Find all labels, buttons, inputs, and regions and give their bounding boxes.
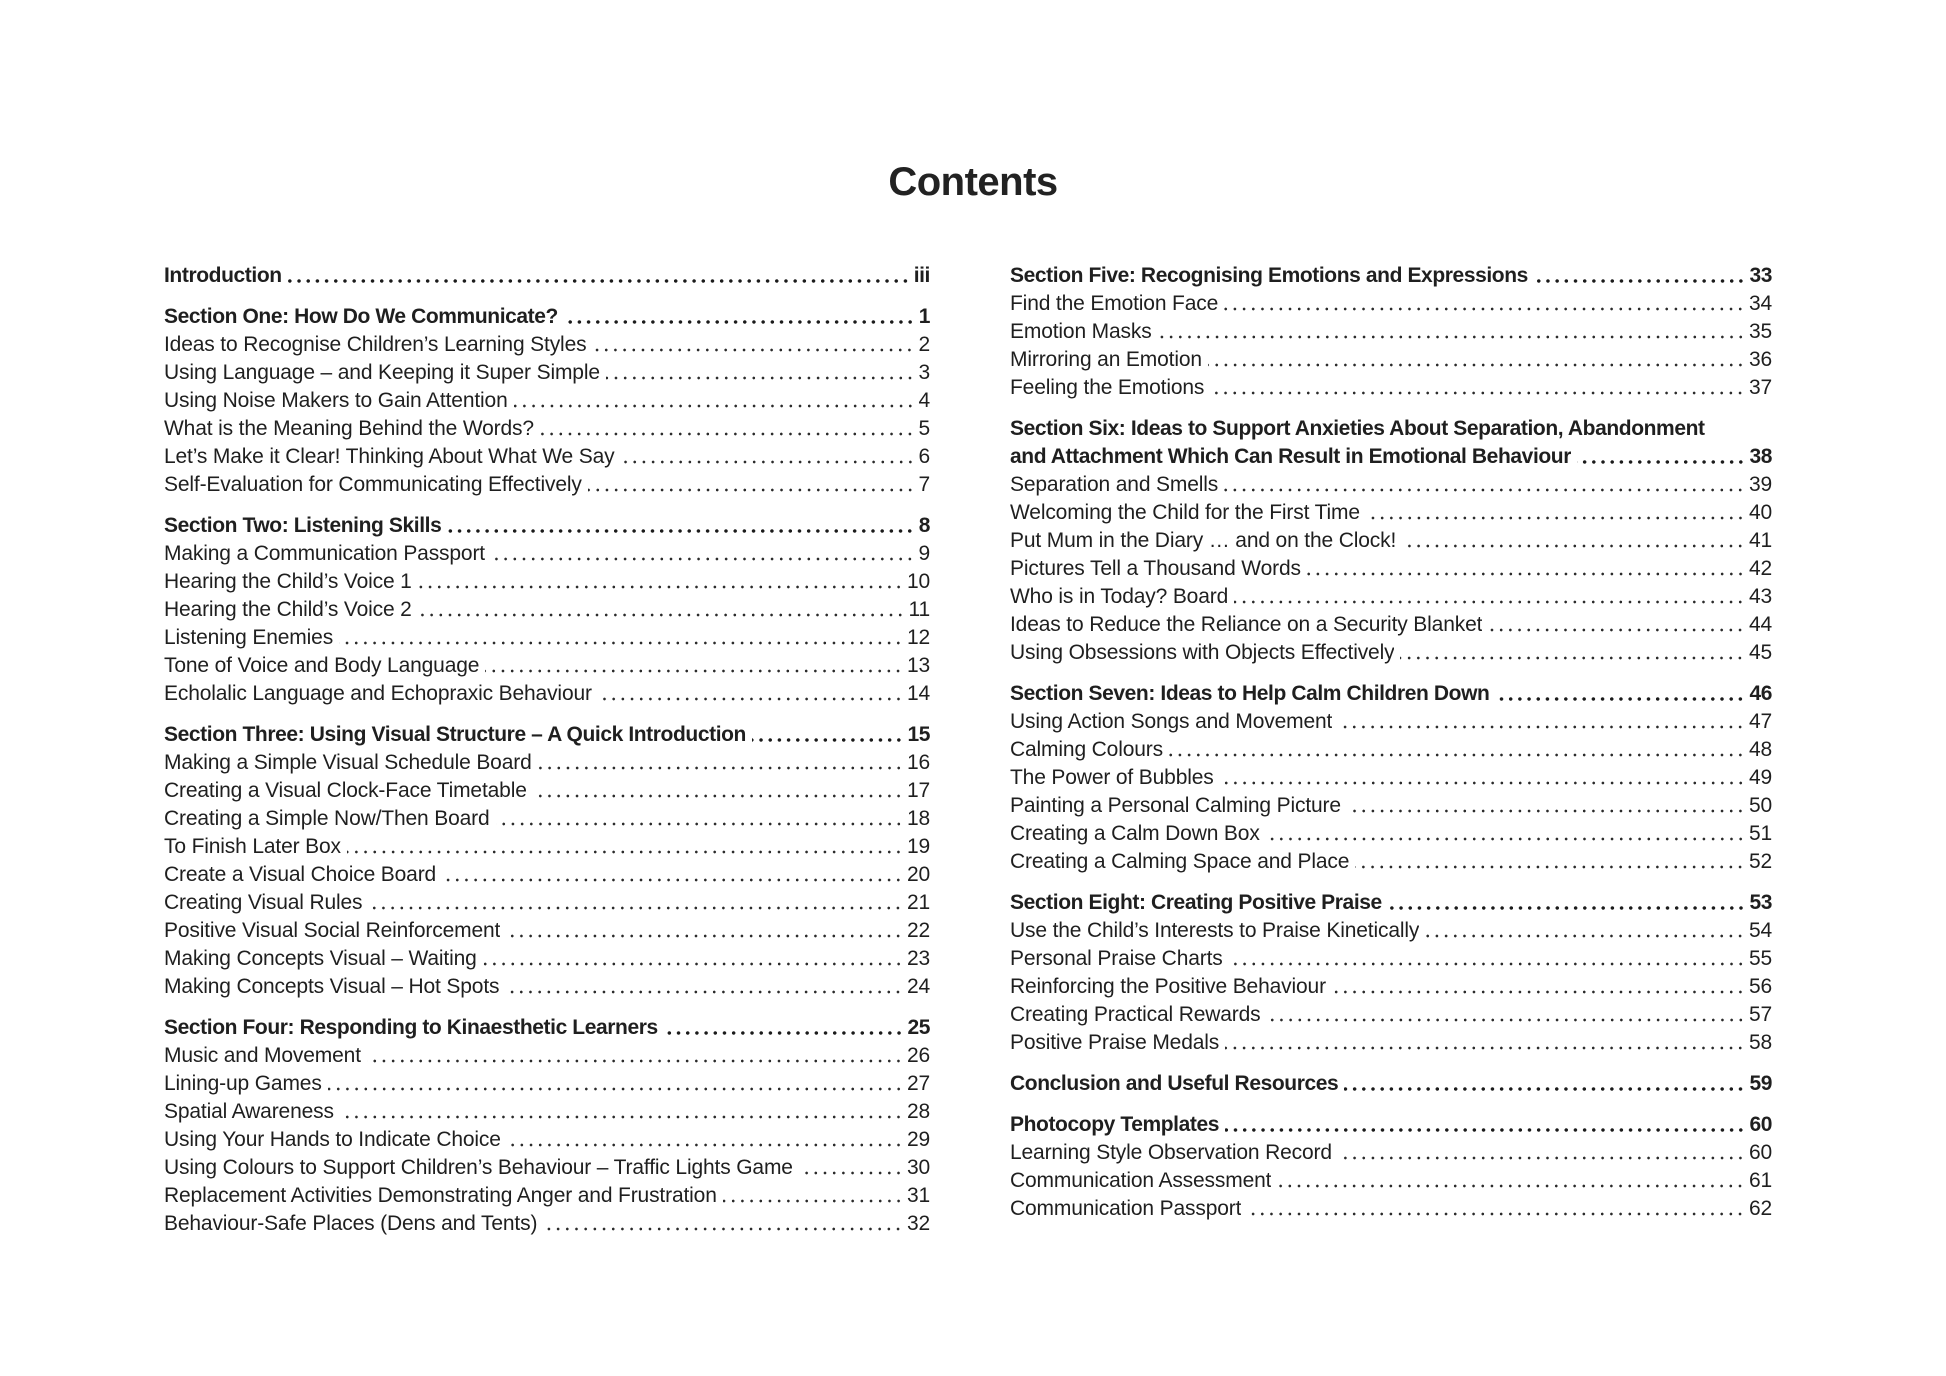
section-title: Section One: How Do We Communicate?: [164, 305, 558, 328]
page-title: Contents: [888, 160, 1058, 204]
toc-entry[interactable]: [164, 624, 930, 652]
toc-section: [1010, 680, 1772, 876]
dot-leader: [1347, 809, 1745, 813]
page-number: 26: [906, 1044, 930, 1067]
toc-section-heading[interactable]: [1010, 680, 1772, 708]
toc-section-heading[interactable]: [1010, 1070, 1772, 1098]
toc-entry[interactable]: [1010, 471, 1772, 499]
section-title: Photocopy Templates: [1010, 1113, 1220, 1136]
dot-leader: [485, 669, 903, 673]
entry-title: Making Concepts Visual – Hot Spots: [164, 975, 500, 998]
page-number: 41: [1748, 529, 1772, 552]
dot-leader: [442, 878, 903, 882]
page-number: 35: [1748, 320, 1772, 343]
page-number: 44: [1748, 613, 1772, 636]
toc-entry[interactable]: [1010, 736, 1772, 764]
entry-title: Pictures Tell a Thousand Words: [1010, 557, 1301, 580]
entry-title: Ideas to Recognise Children’s Learning Styles: [164, 333, 587, 356]
page-number: 43: [1748, 585, 1772, 608]
dot-leader: [1344, 1087, 1745, 1091]
page-number: 28: [906, 1100, 930, 1123]
dot-leader: [664, 1031, 904, 1035]
toc-entry[interactable]: [164, 805, 930, 833]
dot-leader: [1234, 600, 1745, 604]
dot-leader: [1534, 279, 1745, 283]
toc-entry[interactable]: [164, 471, 930, 499]
dot-leader: [752, 738, 903, 742]
page-number: 6: [918, 445, 930, 468]
page-number: 56: [1748, 975, 1772, 998]
dot-leader: [514, 404, 915, 408]
section-title: and Attachment Which Can Result in Emotional Behaviour: [1010, 445, 1572, 468]
page-number: 13: [906, 654, 930, 677]
toc-section-heading[interactable]: [1010, 889, 1772, 917]
page-number: 53: [1749, 891, 1772, 914]
toc-entry[interactable]: [1010, 611, 1772, 639]
page-number: 12: [906, 626, 930, 649]
toc-entry[interactable]: [1010, 764, 1772, 792]
toc-entry[interactable]: [164, 1182, 930, 1210]
page-number: 58: [1748, 1031, 1772, 1054]
dot-leader: [507, 1143, 903, 1147]
toc-entry[interactable]: [164, 540, 930, 568]
toc-section-heading[interactable]: [1010, 443, 1772, 471]
dot-leader: [1402, 544, 1745, 548]
dot-leader: [506, 934, 903, 938]
page-number: 49: [1748, 766, 1772, 789]
dot-leader: [1425, 934, 1745, 938]
entry-title: Personal Praise Charts: [1010, 947, 1223, 970]
page-number: 62: [1748, 1197, 1772, 1220]
toc-entry[interactable]: [1010, 917, 1772, 945]
entry-title: Reinforcing the Positive Behaviour: [1010, 975, 1326, 998]
dot-leader: [288, 279, 910, 283]
page-number: 9: [918, 542, 930, 565]
dot-leader: [1338, 1156, 1745, 1160]
entry-title: Tone of Voice and Body Language: [164, 654, 480, 677]
section-title: Section Two: Listening Skills: [164, 514, 442, 537]
toc-entry[interactable]: [164, 331, 930, 359]
entry-title: Use the Child’s Interests to Praise Kinetically: [1010, 919, 1420, 942]
dot-leader: [1495, 697, 1745, 701]
toc-entry[interactable]: [1010, 1029, 1772, 1057]
dot-leader: [328, 1087, 903, 1091]
toc-entry[interactable]: [164, 1098, 930, 1126]
dot-leader: [1169, 753, 1745, 757]
toc-section: [164, 512, 930, 708]
page-number: 36: [1748, 348, 1772, 371]
dot-leader: [1220, 781, 1745, 785]
dot-leader: [1332, 990, 1745, 994]
dot-leader: [1247, 1212, 1745, 1216]
toc-entry[interactable]: [1010, 1195, 1772, 1223]
page-number: 17: [906, 779, 930, 802]
page-number: 20: [906, 863, 930, 886]
dot-leader: [1229, 962, 1745, 966]
page-number: 7: [918, 473, 930, 496]
entry-title: Painting a Personal Calming Picture: [1010, 794, 1341, 817]
page-number: 42: [1748, 557, 1772, 580]
entry-title: Listening Enemies: [164, 626, 334, 649]
dot-leader: [598, 697, 903, 701]
toc-section: [1010, 415, 1772, 667]
page-number: 18: [906, 807, 930, 830]
entry-title: Creating a Visual Clock-Face Timetable: [164, 779, 527, 802]
page-number: 31: [906, 1184, 930, 1207]
toc-entry[interactable]: [164, 596, 930, 624]
dot-leader: [418, 585, 903, 589]
dot-leader: [799, 1171, 903, 1175]
entry-title: Creating Visual Rules: [164, 891, 363, 914]
page-number: 10: [906, 570, 930, 593]
page-number: 38: [1749, 445, 1772, 468]
toc-entry[interactable]: [1010, 583, 1772, 611]
entry-title: Communication Passport: [1010, 1197, 1242, 1220]
toc-section-heading[interactable]: [164, 512, 930, 540]
toc-entry[interactable]: [1010, 945, 1772, 973]
entry-title: Separation and Smells: [1010, 473, 1219, 496]
dot-leader: [491, 557, 914, 561]
page-number: 19: [906, 835, 930, 858]
toc-section: [1010, 1070, 1772, 1098]
entry-title: Positive Praise Medals: [1010, 1031, 1220, 1054]
entry-title: Self-Evaluation for Communicating Effectively: [164, 473, 582, 496]
entry-title: Echolalic Language and Echopraxic Behaviour: [164, 682, 592, 705]
page-number: 52: [1748, 850, 1772, 873]
toc-entry[interactable]: [164, 359, 930, 387]
toc-section-heading[interactable]: [164, 262, 930, 290]
dot-leader: [1307, 572, 1745, 576]
dot-leader: [347, 850, 903, 854]
dot-leader: [368, 906, 903, 910]
page-number: 11: [908, 598, 930, 621]
toc-entry[interactable]: [164, 1154, 930, 1182]
section-title-line[interactable]: Section Six: Ideas to Support Anxieties About Separation, Abandonment: [1010, 417, 1705, 440]
page-number: 2: [918, 333, 930, 356]
toc-entry[interactable]: [164, 568, 930, 596]
dot-leader: [564, 320, 915, 324]
page-number: 14: [906, 682, 930, 705]
toc-entry[interactable]: [1010, 1167, 1772, 1195]
page-number: 45: [1748, 641, 1772, 664]
dot-leader: [1355, 865, 1745, 869]
dot-leader: [1158, 335, 1745, 339]
dot-leader: [533, 794, 903, 798]
entry-title: Put Mum in the Diary … and on the Clock!: [1010, 529, 1397, 552]
toc-entry[interactable]: [1010, 973, 1772, 1001]
dot-leader: [1224, 307, 1745, 311]
dot-leader: [496, 822, 903, 826]
toc-entry[interactable]: [164, 749, 930, 777]
toc-entry[interactable]: [164, 777, 930, 805]
entry-title: Using Your Hands to Indicate Choice: [164, 1128, 501, 1151]
dot-leader: [1224, 488, 1745, 492]
toc-section-heading[interactable]: [164, 1014, 930, 1042]
dot-leader: [1400, 656, 1744, 660]
toc-entry[interactable]: [164, 1070, 930, 1098]
dot-leader: [540, 432, 915, 436]
dot-leader: [1488, 628, 1745, 632]
page-number: 21: [906, 891, 930, 914]
toc-entry[interactable]: [1010, 792, 1772, 820]
toc-entry[interactable]: [164, 889, 930, 917]
entry-title: Positive Visual Social Reinforcement: [164, 919, 501, 942]
page-number: 4: [918, 389, 930, 412]
toc-entry[interactable]: [1010, 820, 1772, 848]
toc-entry[interactable]: [164, 833, 930, 861]
toc-entry[interactable]: [1010, 639, 1772, 667]
entry-title: Mirroring an Emotion: [1010, 348, 1202, 371]
dot-leader: [621, 460, 915, 464]
section-title: Section Eight: Creating Positive Praise: [1010, 891, 1382, 914]
page-number: 33: [1749, 264, 1772, 287]
toc-entry[interactable]: [164, 1042, 930, 1070]
dot-leader: [1225, 1046, 1745, 1050]
dot-leader: [447, 529, 914, 533]
dot-leader: [1577, 460, 1745, 464]
toc-section-heading[interactable]: [164, 303, 930, 331]
entry-title: Making a Communication Passport: [164, 542, 485, 565]
entry-title: Hearing the Child’s Voice 2: [164, 598, 412, 621]
entry-title: Using Action Songs and Movement: [1010, 710, 1333, 733]
toc-entry[interactable]: [164, 861, 930, 889]
toc-entry[interactable]: [1010, 374, 1772, 402]
page-number: 46: [1749, 682, 1772, 705]
page-number: 16: [906, 751, 930, 774]
dot-leader: [1266, 837, 1745, 841]
toc-entry[interactable]: [164, 652, 930, 680]
page-number: 15: [907, 723, 930, 746]
page-number: 22: [906, 919, 930, 942]
entry-title: Making a Simple Visual Schedule Board: [164, 751, 532, 774]
page-number: 27: [906, 1072, 930, 1095]
page-number: 60: [1749, 1113, 1772, 1136]
entry-title: Replacement Activities Demonstrating Anger and Frustration: [164, 1184, 717, 1207]
toc-section-heading[interactable]: [1010, 262, 1772, 290]
entry-title: Communication Assessment: [1010, 1169, 1272, 1192]
dot-leader: [505, 990, 903, 994]
page-number: 39: [1748, 473, 1772, 496]
entry-title: Spatial Awareness: [164, 1100, 334, 1123]
page-number: 29: [906, 1128, 930, 1151]
toc-entry[interactable]: [164, 973, 930, 1001]
entry-title: Let’s Make it Clear! Thinking About What We Say: [164, 445, 615, 468]
dot-leader: [723, 1199, 903, 1203]
dot-leader: [1210, 391, 1745, 395]
page-number: 37: [1748, 376, 1772, 399]
entry-title: Create a Visual Choice Board: [164, 863, 437, 886]
entry-title: Music and Movement: [164, 1044, 361, 1067]
dot-leader: [1366, 516, 1745, 520]
toc-entry[interactable]: [164, 1210, 930, 1238]
entry-title: Using Noise Makers to Gain Attention: [164, 389, 508, 412]
page-number: 57: [1748, 1003, 1772, 1026]
dot-leader: [418, 613, 905, 617]
entry-title: Hearing the Child’s Voice 1: [164, 570, 412, 593]
page-number: 61: [1748, 1169, 1772, 1192]
dot-leader: [340, 1115, 903, 1119]
toc-entry[interactable]: [1010, 1139, 1772, 1167]
toc-section: [164, 262, 930, 290]
page-number: 40: [1748, 501, 1772, 524]
dot-leader: [339, 641, 903, 645]
entry-title: Ideas to Reduce the Reliance on a Security Blanket: [1010, 613, 1483, 636]
page-number: 60: [1748, 1141, 1772, 1164]
dot-leader: [1267, 1018, 1745, 1022]
toc-entry[interactable]: [1010, 318, 1772, 346]
entry-title: Welcoming the Child for the First Time: [1010, 501, 1360, 524]
page-number: 32: [906, 1212, 930, 1235]
toc-entry[interactable]: [1010, 848, 1772, 876]
page-number: 8: [918, 514, 930, 537]
dot-leader: [606, 376, 915, 380]
toc-entry[interactable]: [1010, 1001, 1772, 1029]
dot-leader: [1277, 1184, 1745, 1188]
dot-leader: [588, 488, 915, 492]
toc-entry[interactable]: [1010, 499, 1772, 527]
toc-section-heading[interactable]: [164, 721, 930, 749]
dot-leader: [1208, 363, 1745, 367]
entry-title: Learning Style Observation Record: [1010, 1141, 1332, 1164]
entry-title: Lining-up Games: [164, 1072, 322, 1095]
toc-entry[interactable]: [164, 680, 930, 708]
entry-title: Calming Colours: [1010, 738, 1163, 761]
toc-entry[interactable]: [164, 415, 930, 443]
section-title: Introduction: [164, 264, 282, 287]
entry-title: Creating a Calming Space and Place: [1010, 850, 1350, 873]
toc-entry[interactable]: [1010, 527, 1772, 555]
page-number: 23: [906, 947, 930, 970]
toc-entry[interactable]: [1010, 290, 1772, 318]
entry-title: Using Language – and Keeping it Super Simple: [164, 361, 600, 384]
toc-entry[interactable]: [164, 945, 930, 973]
page-number: 34: [1748, 292, 1772, 315]
dot-leader: [483, 962, 903, 966]
toc-column-right: [1010, 262, 1772, 1236]
entry-title: Creating Practical Rewards: [1010, 1003, 1261, 1026]
section-title: Section Three: Using Visual Structure – A Quick Introduction: [164, 723, 746, 746]
page-number: 55: [1748, 947, 1772, 970]
page-number: 3: [918, 361, 930, 384]
page-number: 5: [918, 417, 930, 440]
toc-section: [1010, 1111, 1772, 1223]
entry-title: Using Obsessions with Objects Effectively: [1010, 641, 1395, 664]
toc-section: [164, 721, 930, 1001]
page-number: 54: [1748, 919, 1772, 942]
toc-section-heading[interactable]: [1010, 1111, 1772, 1139]
entry-title: The Power of Bubbles: [1010, 766, 1214, 789]
entry-title: Feeling the Emotions: [1010, 376, 1205, 399]
entry-title: Emotion Masks: [1010, 320, 1152, 343]
entry-title: Behaviour-Safe Places (Dens and Tents): [164, 1212, 538, 1235]
entry-title: Using Colours to Support Children’s Behaviour – Traffic Lights Game: [164, 1156, 793, 1179]
section-title: Section Seven: Ideas to Help Calm Children Down: [1010, 682, 1490, 705]
entry-title: Creating a Calm Down Box: [1010, 822, 1260, 845]
toc-column-left: [164, 262, 930, 1251]
toc-entry[interactable]: [1010, 346, 1772, 374]
toc-entry[interactable]: [1010, 555, 1772, 583]
section-title: Section Four: Responding to Kinaesthetic Learners: [164, 1016, 658, 1039]
toc-section: [1010, 889, 1772, 1057]
entry-title: Find the Emotion Face: [1010, 292, 1219, 315]
page-number: 48: [1748, 738, 1772, 761]
dot-leader: [1388, 906, 1746, 910]
toc-entry[interactable]: [164, 387, 930, 415]
dot-leader: [1338, 725, 1745, 729]
entry-title: Creating a Simple Now/Then Board: [164, 807, 490, 830]
entry-title: Who is in Today? Board: [1010, 585, 1229, 608]
entry-title: Making Concepts Visual – Waiting: [164, 947, 477, 970]
toc-section: [1010, 262, 1772, 402]
page-number: 59: [1749, 1072, 1772, 1095]
section-title: Section Five: Recognising Emotions and Expressions: [1010, 264, 1528, 287]
page-number: 51: [1748, 822, 1772, 845]
entry-title: To Finish Later Box: [164, 835, 341, 858]
page-number: 50: [1748, 794, 1772, 817]
toc-entry[interactable]: [164, 917, 930, 945]
page-number: 25: [907, 1016, 930, 1039]
section-title: Conclusion and Useful Resources: [1010, 1072, 1339, 1095]
toc-entry[interactable]: [1010, 708, 1772, 736]
toc-section: [164, 1014, 930, 1238]
page-number: iii: [913, 264, 930, 287]
page-number: 47: [1748, 710, 1772, 733]
dot-leader: [592, 348, 914, 352]
page-number: 1: [918, 305, 930, 328]
entry-title: What is the Meaning Behind the Words?: [164, 417, 534, 440]
dot-leader: [543, 1227, 903, 1231]
dot-leader: [538, 766, 903, 770]
dot-leader: [367, 1059, 903, 1063]
toc-entry[interactable]: [164, 1126, 930, 1154]
toc-entry[interactable]: [164, 443, 930, 471]
page-number: 30: [906, 1156, 930, 1179]
page-number: 24: [906, 975, 930, 998]
toc-section: [164, 303, 930, 499]
dot-leader: [1225, 1128, 1745, 1132]
